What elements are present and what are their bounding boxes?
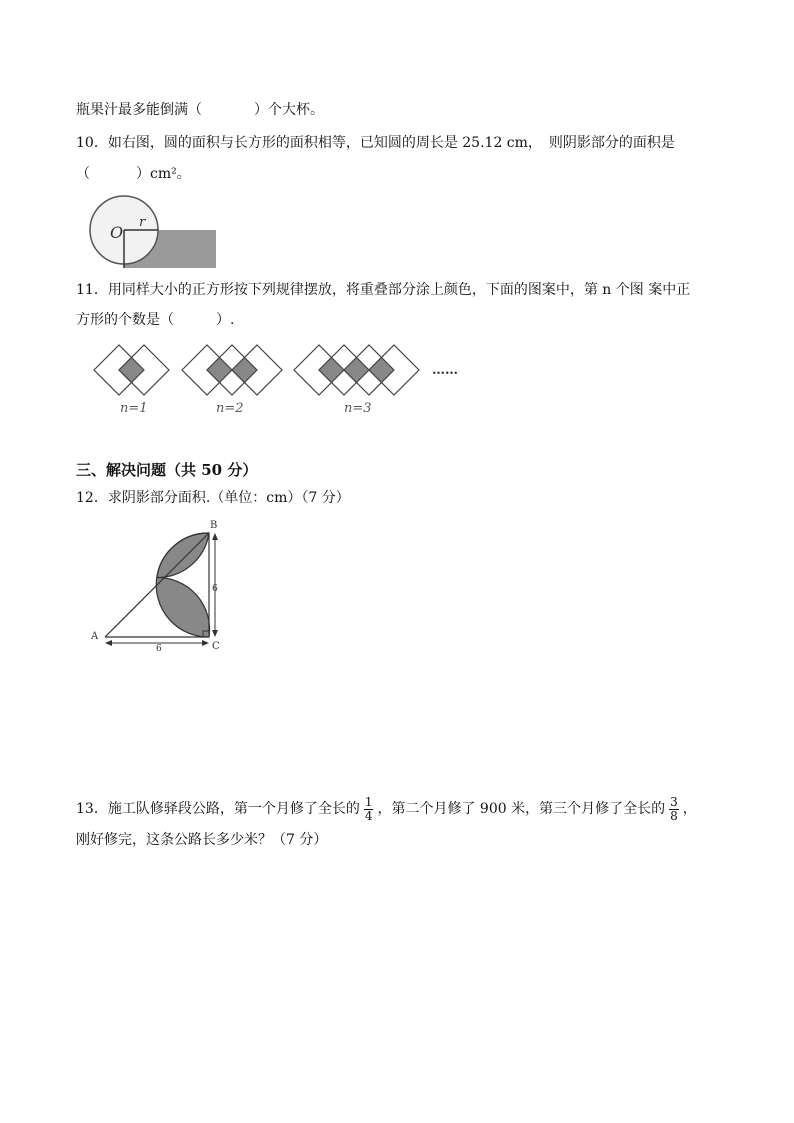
q11-ellipsis: …… [432,363,458,378]
q12-line [76,488,350,508]
q12-label-a: A [91,631,99,642]
q9-text-after: ）个大杯。 [254,102,324,118]
q11-caption-n2: n=2 [216,401,244,416]
q10-number: 10． [76,135,108,151]
q11-line2 [76,310,234,330]
q13-frac1-num: 1 [364,794,373,809]
q13-frac2-den: 8 [670,808,678,823]
q11-caption-n1: n=1 [120,401,148,416]
q9-text-before: 瓶果汁最多能倒满（ [76,102,202,118]
q9-tail-line [76,100,324,120]
q12-figure [86,516,236,656]
q11-line1 [76,280,690,300]
q12-dim-vertical-label: 6 [212,584,218,594]
q13-fraction-1 [364,796,374,823]
q12-label-b: B [210,520,218,531]
q10-line2 [76,164,191,184]
q12-shaded-lower [156,577,209,637]
q13-frac1-den: 4 [364,808,373,823]
q11-text: 用同样大小的正方形按下列规律摆放，将重叠部分涂上颜色，下面的图案中，第 n 个图 案中正 [107,282,691,298]
q11-caption-n3: n=3 [344,401,372,416]
q10-figure [86,194,220,272]
q13-number: 13． [76,801,108,817]
q13-part2: ，第二个月修了 900 米，第三个月修了全长的 [377,801,666,817]
q10-radius-label: r [139,215,146,230]
q11-number: 11． [76,282,108,298]
q10-center-label: O [110,223,124,242]
q10-line2-before: （ [76,166,90,182]
q11-figure [86,338,476,420]
q10-line2-after: ）cm²。 [136,166,191,182]
q13-fraction-2 [669,796,679,823]
q13-frac2-num: 3 [670,794,678,809]
q11-pattern-n3 [294,345,419,395]
q13-line2 [76,830,327,850]
q11-pattern-n2 [182,345,282,395]
q13-text-line2: 刚好修完，这条公路长多少米？（7 分） [76,832,328,848]
q13-line1 [76,792,697,826]
q13-part3: ， [682,801,697,817]
q10-text: 如右图，圆的面积与长方形的面积相等，已知圆的周长是 25.12 cm， 则阴影部分的面积是 [107,135,675,151]
q11-text-line2: 方形的个数是（ ）. [76,312,235,328]
q13-part1: 施工队修驿段公路，第一个月修了全长的 [107,801,360,817]
q10-line1 [76,133,675,153]
q12-text: 求阴影部分面积.（单位：cm）（7 分） [107,490,350,506]
q12-label-c: C [212,641,220,652]
q12-number: 12． [76,490,108,506]
section3-title: 三、解决问题（共 50 分） [76,461,258,479]
q11-pattern-n1 [94,345,169,395]
q12-dim-horizontal-label: 6 [156,644,162,654]
